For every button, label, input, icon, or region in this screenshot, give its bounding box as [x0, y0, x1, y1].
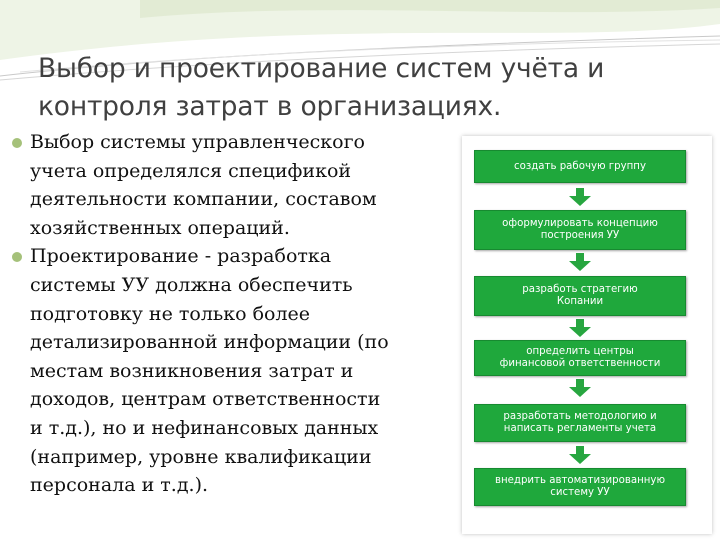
bullet-2-line: доходов, центрам ответственности: [30, 388, 381, 411]
slide-title: [38, 50, 698, 126]
flow-step-responsibility-centers: определить центры финансовой ответственности: [474, 340, 686, 376]
bullet-2-line: подготовку не только более: [30, 302, 311, 325]
bullet-2-line: и т.д.), но и нефинансовых данных: [30, 416, 379, 439]
bullet-1-line: учета определялся спецификой: [30, 159, 352, 182]
process-flowchart: [462, 136, 712, 534]
down-arrow-icon: [569, 319, 591, 337]
flow-step-create-group: создать рабочую группу: [474, 150, 686, 183]
flow-step-automation: внедрить автоматизированную систему УУ: [474, 468, 686, 506]
bullet-dot-icon: [12, 138, 22, 148]
bullet-list: [12, 128, 442, 500]
bullet-2-line: Проектирование - разработка: [30, 245, 332, 268]
bullet-item: [12, 242, 442, 499]
bullet-2-line: системы УУ должна обеспечить: [30, 273, 353, 296]
bullet-1-line: деятельности компании, составом: [30, 188, 377, 211]
title-line-1: Выбор и проектирование систем учёта и: [38, 53, 605, 84]
bullet-dot-icon: [12, 252, 22, 262]
bullet-1-line: Выбор системы управленческого: [30, 131, 365, 153]
flow-step-methodology: разработать методологию и написать регламенты учета: [474, 404, 686, 442]
bullet-2-line: персонала и т.д.).: [30, 474, 209, 497]
down-arrow-icon: [569, 188, 591, 206]
down-arrow-icon: [569, 253, 591, 271]
down-arrow-icon: [569, 379, 591, 397]
bullet-item: [12, 128, 442, 242]
bullet-2-line: детализированной информации (по: [30, 331, 389, 354]
bullet-1-line: хозяйственных операций.: [30, 216, 290, 239]
down-arrow-icon: [569, 446, 591, 464]
flow-step-concept: оформулировать концепцию построения УУ: [474, 210, 686, 250]
bullet-2-line: местам возникновения затрат и: [30, 359, 354, 382]
title-line-2: контроля затрат в организациях.: [38, 91, 502, 122]
flow-step-strategy: разработь стратегию Копании: [474, 276, 686, 316]
bullet-2-line: (например, уровне квалификации: [30, 445, 372, 468]
